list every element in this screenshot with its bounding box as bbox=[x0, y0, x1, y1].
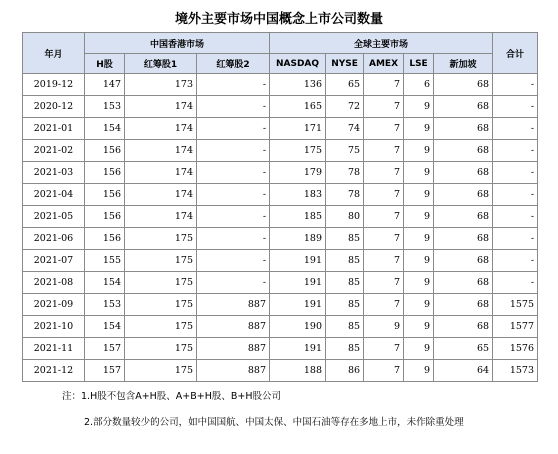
cell-nyse: 65 bbox=[326, 74, 364, 96]
cell-nasdaq: 185 bbox=[270, 206, 326, 228]
cell-red-chip-1: 174 bbox=[125, 96, 197, 118]
cell-lse: 6 bbox=[404, 74, 434, 96]
cell-red-chip-1: 174 bbox=[125, 184, 197, 206]
cell-nyse: 85 bbox=[326, 250, 364, 272]
cell-red-chip-1: 175 bbox=[125, 316, 197, 338]
cell-nyse: 85 bbox=[326, 272, 364, 294]
cell-nasdaq: 165 bbox=[270, 96, 326, 118]
cell-amex: 7 bbox=[364, 74, 404, 96]
cell-red-chip-1: 173 bbox=[125, 74, 197, 96]
cell-lse: 9 bbox=[404, 250, 434, 272]
cell-year-month: 2021-08 bbox=[23, 272, 85, 294]
cell-amex: 7 bbox=[364, 140, 404, 162]
cell-red-chip-2: - bbox=[197, 96, 270, 118]
col-singapore: 新加坡 bbox=[434, 54, 493, 74]
table-row bbox=[23, 360, 538, 382]
cell-lse: 9 bbox=[404, 140, 434, 162]
cell-singapore: 68 bbox=[434, 118, 493, 140]
cell-red-chip-2: 887 bbox=[197, 294, 270, 316]
cell-nyse: 85 bbox=[326, 338, 364, 360]
table-row bbox=[23, 184, 538, 206]
cell-amex: 7 bbox=[364, 250, 404, 272]
cell-year-month: 2021-04 bbox=[23, 184, 85, 206]
cell-lse: 9 bbox=[404, 162, 434, 184]
cell-singapore: 64 bbox=[434, 360, 493, 382]
group-global-market: 全球主要市场 bbox=[270, 33, 493, 54]
table-row bbox=[23, 118, 538, 140]
cell-year-month: 2021-10 bbox=[23, 316, 85, 338]
cell-red-chip-2: - bbox=[197, 74, 270, 96]
table-row bbox=[23, 338, 538, 360]
cell-amex: 7 bbox=[364, 228, 404, 250]
col-nasdaq: NASDAQ bbox=[270, 54, 326, 74]
cell-red-chip-2: - bbox=[197, 162, 270, 184]
cell-singapore: 68 bbox=[434, 316, 493, 338]
cell-total: 1575 bbox=[493, 294, 538, 316]
cell-lse: 9 bbox=[404, 272, 434, 294]
cell-h-share: 156 bbox=[85, 184, 125, 206]
cell-lse: 9 bbox=[404, 96, 434, 118]
cell-total: - bbox=[493, 228, 538, 250]
cell-nyse: 86 bbox=[326, 360, 364, 382]
cell-nasdaq: 183 bbox=[270, 184, 326, 206]
cell-nyse: 78 bbox=[326, 184, 364, 206]
cell-nasdaq: 175 bbox=[270, 140, 326, 162]
cell-h-share: 156 bbox=[85, 162, 125, 184]
table-body bbox=[23, 74, 538, 382]
cell-amex: 7 bbox=[364, 118, 404, 140]
cell-h-share: 157 bbox=[85, 338, 125, 360]
cell-lse: 9 bbox=[404, 228, 434, 250]
col-amex: AMEX bbox=[364, 54, 404, 74]
cell-h-share: 155 bbox=[85, 250, 125, 272]
table-row bbox=[23, 316, 538, 338]
cell-nasdaq: 191 bbox=[270, 250, 326, 272]
cell-singapore: 68 bbox=[434, 228, 493, 250]
cell-total: - bbox=[493, 206, 538, 228]
cell-year-month: 2021-07 bbox=[23, 250, 85, 272]
cell-red-chip-1: 175 bbox=[125, 228, 197, 250]
col-total: 合计 bbox=[493, 33, 538, 74]
cell-nasdaq: 189 bbox=[270, 228, 326, 250]
cell-nyse: 80 bbox=[326, 206, 364, 228]
cell-h-share: 153 bbox=[85, 96, 125, 118]
cell-h-share: 156 bbox=[85, 206, 125, 228]
cell-red-chip-2: - bbox=[197, 272, 270, 294]
cell-year-month: 2021-03 bbox=[23, 162, 85, 184]
cell-total: 1576 bbox=[493, 338, 538, 360]
cell-red-chip-2: - bbox=[197, 184, 270, 206]
table-row bbox=[23, 96, 538, 118]
cell-red-chip-2: - bbox=[197, 228, 270, 250]
cell-amex: 7 bbox=[364, 96, 404, 118]
col-lse: LSE bbox=[404, 54, 434, 74]
cell-nyse: 85 bbox=[326, 316, 364, 338]
col-year-month: 年月 bbox=[23, 33, 85, 74]
cell-singapore: 68 bbox=[434, 96, 493, 118]
cell-singapore: 68 bbox=[434, 74, 493, 96]
table-row bbox=[23, 228, 538, 250]
cell-h-share: 157 bbox=[85, 360, 125, 382]
table-row bbox=[23, 250, 538, 272]
cell-nasdaq: 188 bbox=[270, 360, 326, 382]
cell-singapore: 68 bbox=[434, 294, 493, 316]
cell-singapore: 68 bbox=[434, 272, 493, 294]
cell-nasdaq: 191 bbox=[270, 272, 326, 294]
col-nyse: NYSE bbox=[326, 54, 364, 74]
cell-nyse: 85 bbox=[326, 228, 364, 250]
table-row bbox=[23, 206, 538, 228]
cell-red-chip-2: - bbox=[197, 250, 270, 272]
cell-year-month: 2020-12 bbox=[23, 96, 85, 118]
col-red-chip-2: 红筹股2 bbox=[197, 54, 270, 74]
cell-red-chip-1: 174 bbox=[125, 162, 197, 184]
cell-red-chip-1: 175 bbox=[125, 360, 197, 382]
cell-year-month: 2019-12 bbox=[23, 74, 85, 96]
cell-red-chip-1: 175 bbox=[125, 338, 197, 360]
cell-nyse: 78 bbox=[326, 162, 364, 184]
cell-lse: 9 bbox=[404, 118, 434, 140]
cell-h-share: 147 bbox=[85, 74, 125, 96]
table-row bbox=[23, 162, 538, 184]
cell-year-month: 2021-05 bbox=[23, 206, 85, 228]
cell-red-chip-2: 887 bbox=[197, 316, 270, 338]
cell-singapore: 68 bbox=[434, 184, 493, 206]
cell-lse: 9 bbox=[404, 206, 434, 228]
cell-total: - bbox=[493, 140, 538, 162]
cell-singapore: 68 bbox=[434, 140, 493, 162]
cell-nyse: 75 bbox=[326, 140, 364, 162]
cell-nasdaq: 171 bbox=[270, 118, 326, 140]
cell-lse: 9 bbox=[404, 360, 434, 382]
cell-nyse: 85 bbox=[326, 294, 364, 316]
cell-red-chip-1: 175 bbox=[125, 272, 197, 294]
cell-total: - bbox=[493, 250, 538, 272]
cell-red-chip-1: 174 bbox=[125, 140, 197, 162]
cell-amex: 7 bbox=[364, 360, 404, 382]
table-row bbox=[23, 140, 538, 162]
cell-red-chip-2: 887 bbox=[197, 338, 270, 360]
cell-nasdaq: 191 bbox=[270, 338, 326, 360]
col-red-chip-1: 红筹股1 bbox=[125, 54, 197, 74]
table-row bbox=[23, 294, 538, 316]
cell-h-share: 154 bbox=[85, 118, 125, 140]
cell-year-month: 2021-01 bbox=[23, 118, 85, 140]
cell-singapore: 65 bbox=[434, 338, 493, 360]
cell-red-chip-1: 175 bbox=[125, 250, 197, 272]
cell-red-chip-2: 887 bbox=[197, 360, 270, 382]
cell-amex: 7 bbox=[364, 184, 404, 206]
cell-singapore: 68 bbox=[434, 250, 493, 272]
cell-red-chip-1: 174 bbox=[125, 206, 197, 228]
cell-year-month: 2021-11 bbox=[23, 338, 85, 360]
cell-amex: 7 bbox=[364, 338, 404, 360]
cell-h-share: 153 bbox=[85, 294, 125, 316]
table-row bbox=[23, 74, 538, 96]
cell-nasdaq: 136 bbox=[270, 74, 326, 96]
cell-red-chip-1: 175 bbox=[125, 294, 197, 316]
cell-h-share: 154 bbox=[85, 272, 125, 294]
cell-year-month: 2021-09 bbox=[23, 294, 85, 316]
cell-h-share: 154 bbox=[85, 316, 125, 338]
cell-lse: 9 bbox=[404, 294, 434, 316]
cell-total: - bbox=[493, 96, 538, 118]
cell-total: - bbox=[493, 118, 538, 140]
cell-amex: 7 bbox=[364, 294, 404, 316]
cell-lse: 9 bbox=[404, 316, 434, 338]
listed-companies-table bbox=[22, 32, 538, 382]
cell-total: 1573 bbox=[493, 360, 538, 382]
cell-nasdaq: 190 bbox=[270, 316, 326, 338]
cell-h-share: 156 bbox=[85, 228, 125, 250]
cell-singapore: 68 bbox=[434, 162, 493, 184]
cell-nasdaq: 191 bbox=[270, 294, 326, 316]
note-1: 注：1.H股不包含A+H股、A+B+H股、B+H股公司 bbox=[62, 391, 282, 402]
note-2: 2.部分数量较少的公司，如中国国航、中国太保、中国石油等存在多地上市，未作除重处理 bbox=[84, 417, 464, 428]
cell-total: - bbox=[493, 162, 538, 184]
cell-amex: 7 bbox=[364, 272, 404, 294]
table-row bbox=[23, 272, 538, 294]
cell-singapore: 68 bbox=[434, 206, 493, 228]
cell-total: 1577 bbox=[493, 316, 538, 338]
cell-total: - bbox=[493, 272, 538, 294]
cell-amex: 9 bbox=[364, 316, 404, 338]
cell-red-chip-2: - bbox=[197, 140, 270, 162]
cell-h-share: 156 bbox=[85, 140, 125, 162]
cell-red-chip-2: - bbox=[197, 206, 270, 228]
cell-nasdaq: 179 bbox=[270, 162, 326, 184]
table-title: 境外主要市场中国概念上市公司数量 bbox=[174, 12, 383, 27]
cell-red-chip-2: - bbox=[197, 118, 270, 140]
group-hk-market: 中国香港市场 bbox=[85, 33, 270, 54]
col-h-share: H股 bbox=[85, 54, 125, 74]
cell-nyse: 72 bbox=[326, 96, 364, 118]
cell-year-month: 2021-12 bbox=[23, 360, 85, 382]
cell-lse: 9 bbox=[404, 338, 434, 360]
cell-amex: 7 bbox=[364, 162, 404, 184]
cell-total: - bbox=[493, 74, 538, 96]
cell-lse: 9 bbox=[404, 184, 434, 206]
cell-red-chip-1: 174 bbox=[125, 118, 197, 140]
cell-total: - bbox=[493, 184, 538, 206]
cell-year-month: 2021-02 bbox=[23, 140, 85, 162]
cell-nyse: 74 bbox=[326, 118, 364, 140]
cell-amex: 7 bbox=[364, 206, 404, 228]
cell-year-month: 2021-06 bbox=[23, 228, 85, 250]
